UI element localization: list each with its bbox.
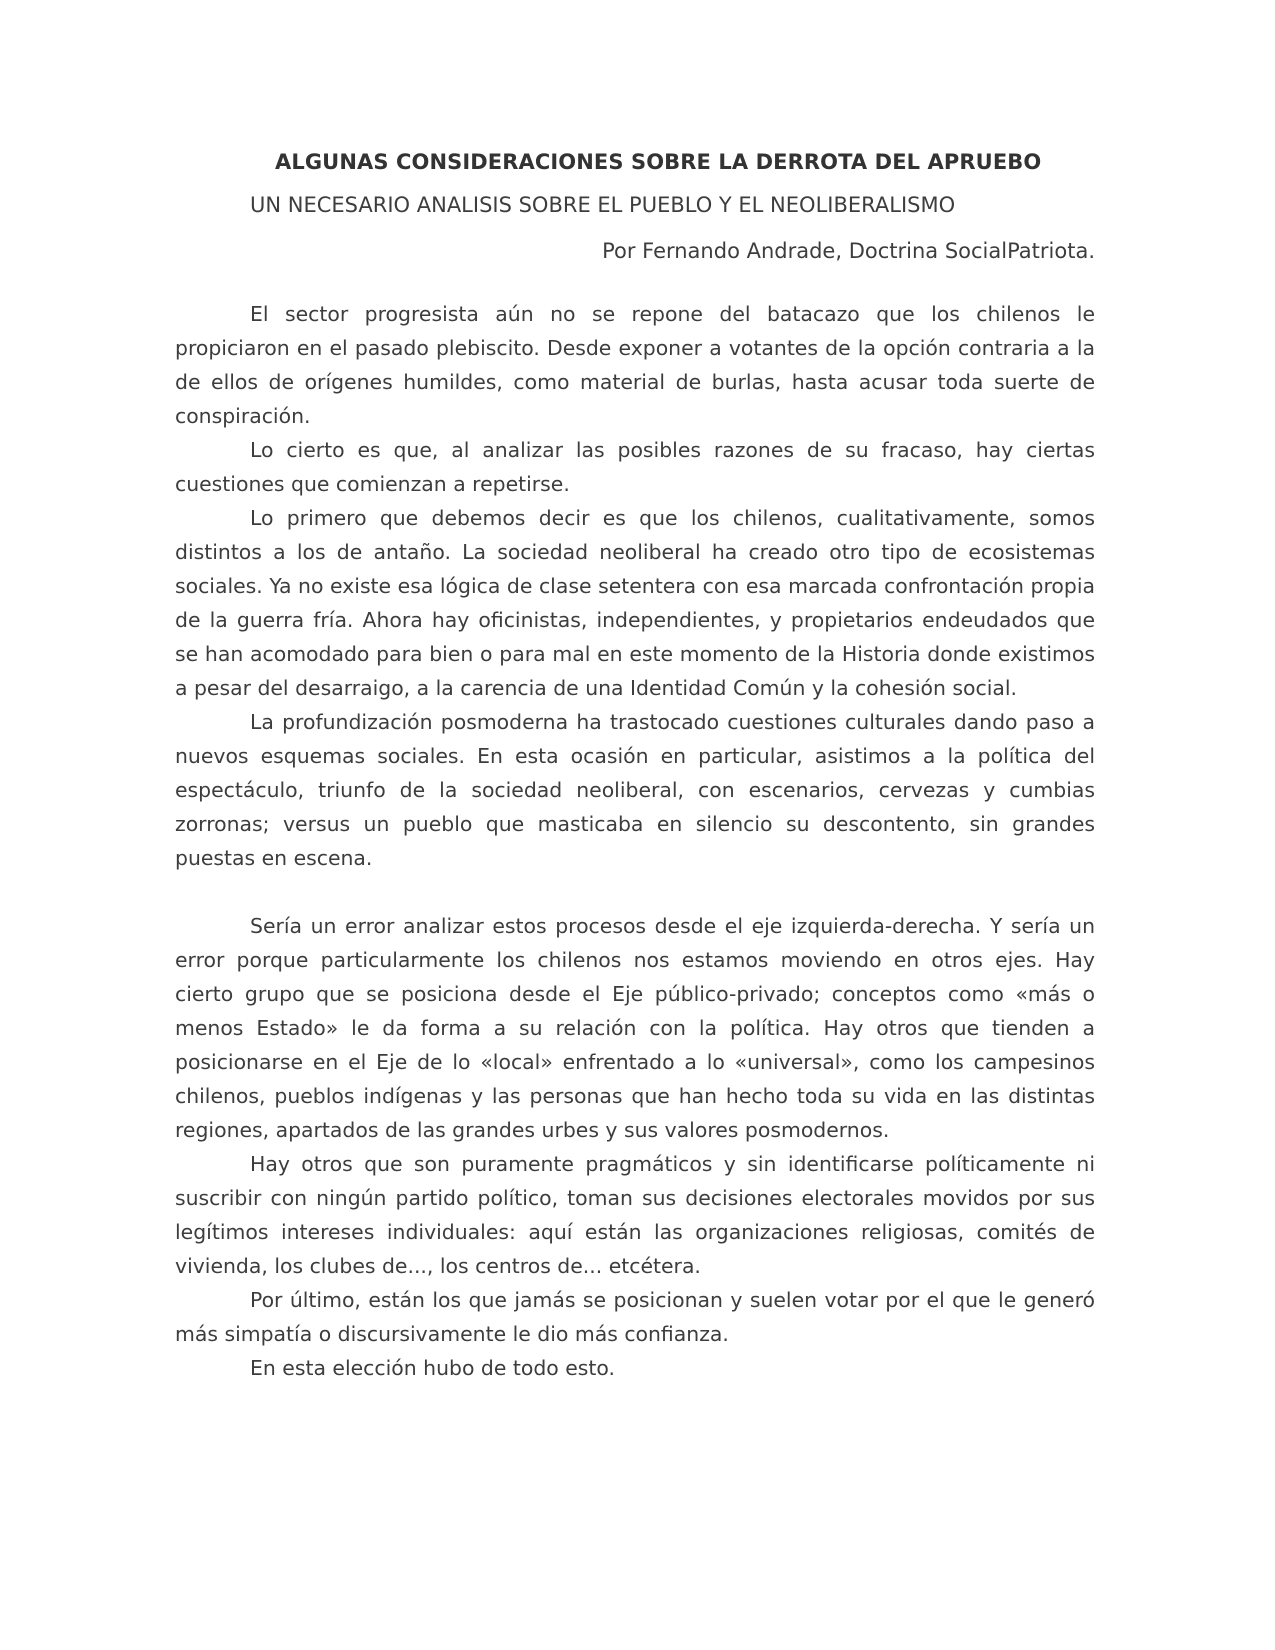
paragraph: La profundización posmoderna ha trastocado cuestiones culturales dando paso a nuevos esquemas sociales. En esta ocasión en particular, asistimos a la política del espectáculo, triunfo de la sociedad neoliberal, con escenarios, cervezas y cumbias zorronas; versus un pueblo que masticaba en silencio su descontento, sin grandes puestas en escena. <box>175 710 1095 870</box>
paragraph: Lo primero que debemos decir es que los chilenos, cualitativamente, somos distintos a los de antaño. La sociedad neoliberal ha creado otro tipo de ecosistemas sociales. Ya no existe esa lógica de clase setentera con esa marcada confrontación propia de la guerra fría. Ahora hay oficinistas, independientes, y propietarios endeudados que se han acomodado para bien o para mal en este momento de la Historia donde existimos a pesar del desarraigo, a la carencia de una Identidad Común y la cohesión social. <box>175 506 1095 700</box>
paragraph: En esta elección hubo de todo esto. <box>250 1356 616 1380</box>
paragraph: Hay otros que son puramente pragmáticos y sin identificarse políticamente ni suscribir con ningún partido político, toman sus decisiones electorales movidos por sus legítimos intereses individuales: aquí están las organizaciones religiosas, comités de vivienda, los clubes de..., los centros de... etcétera. <box>175 1152 1095 1278</box>
paragraph-spacer <box>175 875 1095 909</box>
document-body <box>175 297 1095 1385</box>
paragraph: Sería un error analizar estos procesos desde el eje izquierda-derecha. Y sería un error porque particularmente los chilenos nos estamos moviendo en otros ejes. Hay cierto grupo que se posiciona desde el Eje público-privado; conceptos como «más o menos Estado» le da forma a su relación con la política. Hay otros que tienden a posicionarse en el Eje de lo «local» enfrentado a lo «universal», como los campesinos chilenos, pueblos indígenas y las personas que han hecho toda su vida en las distintas regiones, apartados de las grandes urbes y sus valores posmodernos. <box>175 914 1095 1142</box>
paragraph: Lo cierto es que, al analizar las posibles razones de su fracaso, hay ciertas cuestiones que comienzan a repetirse. <box>175 438 1095 496</box>
author-byline: Por Fernando Andrade, Doctrina SocialPatriota. <box>602 239 1095 263</box>
document-title: ALGUNAS CONSIDERACIONES SOBRE LA DERROTA DEL APRUEBO <box>275 150 1042 174</box>
paragraph: Por último, están los que jamás se posicionan y suelen votar por el que le generó más simpatía o discursivamente le dio más confianza. <box>175 1288 1095 1346</box>
document-subtitle: UN NECESARIO ANALISIS SOBRE EL PUEBLO Y EL NEOLIBERALISMO <box>250 193 956 217</box>
document-page <box>175 145 1095 1385</box>
paragraph: El sector progresista aún no se repone del batacazo que los chilenos le propiciaron en el pasado plebiscito. Desde exponer a votantes de la opción contraria a la de ellos de orígenes humildes, como material de burlas, hasta acusar toda suerte de conspiración. <box>175 302 1095 428</box>
